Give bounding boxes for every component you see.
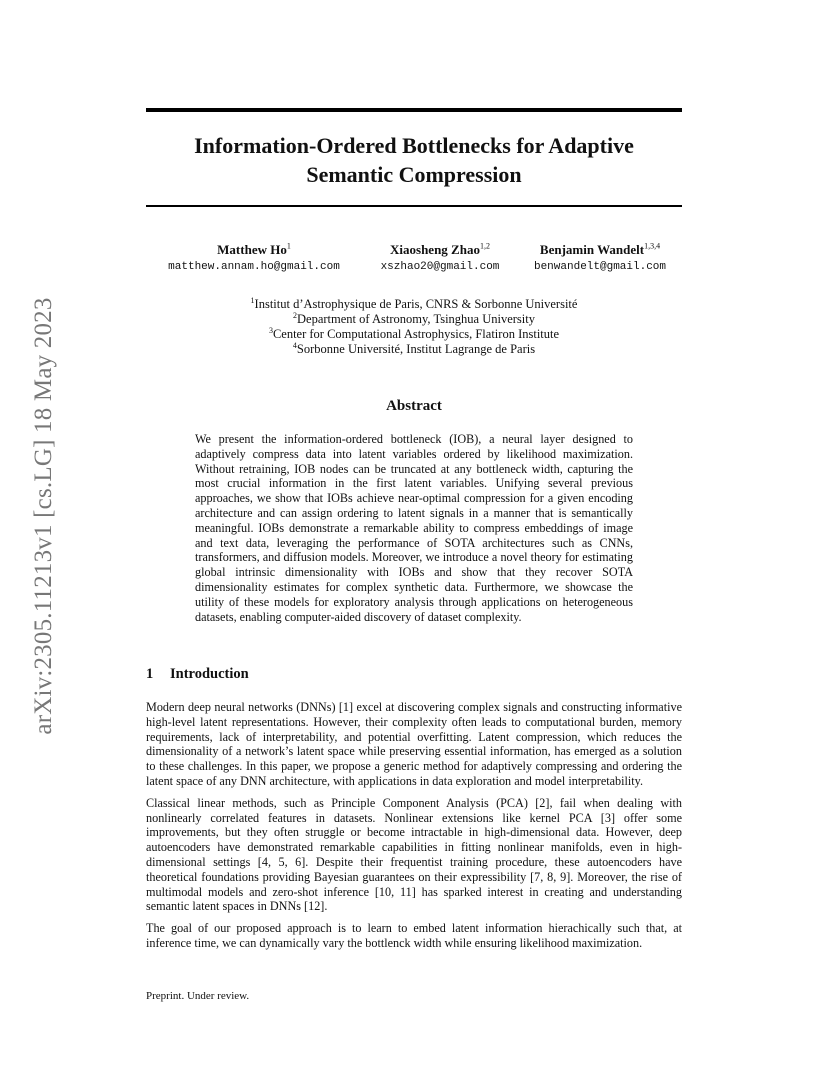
- paragraph: Classical linear methods, such as Principle Component Analysis (PCA) [2], fail when dealing with nonlinearly correlated features in datasets. Nonlinear extensions like kernel PCA [3] offer some improvements, but they often struggle or become intractable in high-dimensional data. However, deep autoencoders have demonstrated remarkable capabilities in fitting nonlinear manifolds, even in high-dimensional settings [4, 5, 6]. Despite their frequentist training procedure, these autoencoders have theoretical foundations providing Bayesian guarantees on their expressibility [7, 8, 9]. Moreover, the rise of multimodal models and zero-shot inference [10, 11] has sparked interest in creating and understanding semantic latent spaces in DNNs [12].: [146, 795, 682, 914]
- affiliation-mark: 2: [293, 310, 297, 320]
- author-name: Benjamin Wandelt: [539, 242, 645, 257]
- author-block: [146, 242, 682, 282]
- paragraph: The goal of our proposed approach is to learn to embed latent information hierachically such that, at inference time, we can dynamically vary the bottlenck width while ensuring likelihood maximization.: [146, 921, 682, 950]
- paragraph: Modern deep neural networks (DNNs) [1] excel at discovering complex signals and constructing informative high-level latent representations. However, their complexity often leads to computational burden, memory requirements, lack of interpretability, and potential overfitting. Latent compression, which reduces the dimensionality of a network’s latent space while preserving essential information, has emerged as a solution to these challenges. In this paper, we propose a generic method for adaptively compressing and ordering the latent space of any DNN architecture, with applications in data exploration and model interpretability.: [146, 700, 682, 788]
- affiliation-text: Institut d’Astrophysique de Paris, CNRS & Sorbonne Université: [254, 297, 578, 311]
- author-name: Matthew Ho: [217, 242, 287, 257]
- introduction-body: [146, 700, 682, 958]
- title-line-2: Semantic Compression: [306, 162, 522, 187]
- affiliation-3: [146, 327, 682, 342]
- author-name: Xiaosheng Zhao: [390, 242, 480, 257]
- author-email[interactable]: benwandelt@gmail.com: [533, 261, 667, 273]
- abstract-text: We present the information-ordered bottleneck (IOB), a neural layer designed to adaptively compress data into latent variables ordered by likelihood maximization. Without retraining, IOB nodes can be truncated at any bottleneck width, capturing the most crucial information in the first latent variables. Unifying several previous approaches, we show that IOBs achieve near-optimal compression for a given encoding architecture and can assign ordering to latent signals in a manner that is semantically meaningful. IOBs demonstrate a remarkable ability to compress embeddings of image and text data, leveraging the performance of SOTA architectures such as CNNs, transformers, and diffusion models. Moreover, we introduce a novel theory for estimating global intrinsic dimensionality with IOBs and show that they recover SOTA dimensionality estimates for complex synthetic data. Furthermore, we showcase the utility of these models for exploratory analysis through applications on heterogeneous datasets, enabling computer-aided discovery of dataset complexity.: [195, 432, 633, 624]
- author-affil-mark: 1,2: [479, 241, 490, 251]
- author-3: [518, 242, 682, 275]
- affiliation-2: [146, 312, 682, 327]
- affiliation-4: [146, 342, 682, 357]
- section-title: Introduction: [170, 666, 249, 682]
- footer-note: Preprint. Under review.: [146, 990, 250, 1002]
- affiliation-text: Sorbonne Université, Institut Lagrange de Paris: [296, 342, 536, 356]
- section-number: 1: [146, 666, 154, 682]
- title-top-rule: [146, 108, 682, 112]
- affiliation-text: Department of Astronomy, Tsinghua University: [297, 312, 535, 326]
- abstract-heading: Abstract: [386, 398, 442, 414]
- author-email[interactable]: xszhao20@gmail.com: [380, 261, 500, 273]
- affiliation-text: Center for Computational Astrophysics, Flatiron Institute: [272, 327, 560, 341]
- title-line-1: Information-Ordered Bottlenecks for Adaptive: [194, 133, 634, 158]
- affiliation-mark: 3: [268, 325, 273, 335]
- affiliation-mark: 1: [250, 295, 255, 305]
- author-email[interactable]: matthew.annam.ho@gmail.com: [168, 261, 340, 273]
- author-2: [362, 242, 518, 275]
- affiliation-mark: 4: [292, 340, 297, 350]
- section-heading: [146, 666, 249, 683]
- affiliation-1: [146, 297, 682, 312]
- author-1: [146, 242, 362, 275]
- affiliations: [146, 297, 682, 357]
- title-bottom-rule: [146, 205, 682, 207]
- paper-title: [146, 131, 682, 189]
- arxiv-sidebar: arXiv:2305.11213v1 [cs.LG] 18 May 2023: [30, 297, 57, 735]
- author-affil-mark: 1: [286, 241, 291, 251]
- author-affil-mark: 1,3,4: [644, 241, 661, 251]
